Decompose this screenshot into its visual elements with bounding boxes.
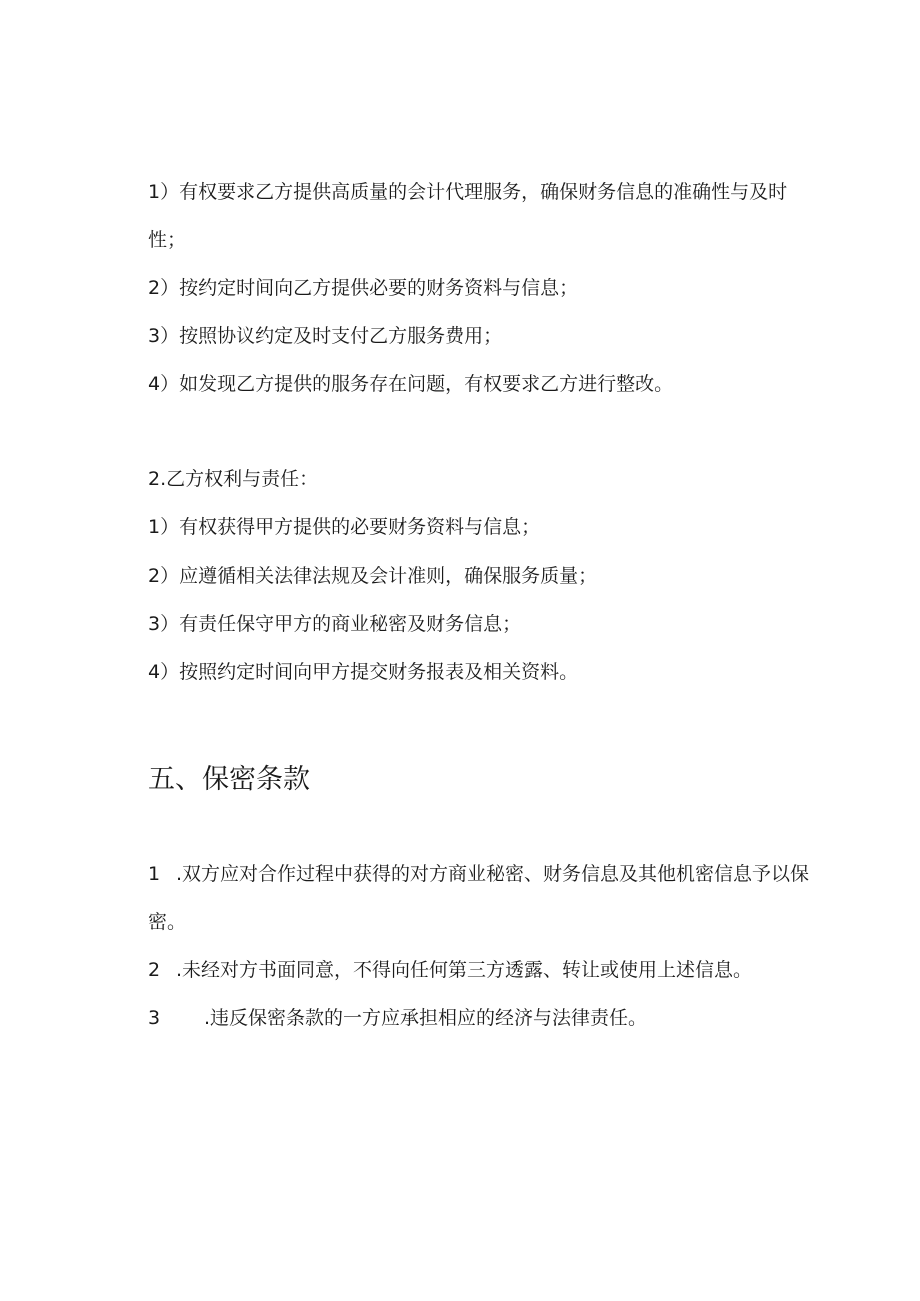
- item-number: 4）: [148, 373, 180, 395]
- party-a-item-3: [148, 312, 820, 360]
- item-text: 有责任保守甲方的商业秘密及财务信息；: [179, 613, 522, 635]
- item-text: 如发现乙方提供的服务存在问题，有权要求乙方进行整改。: [179, 373, 674, 395]
- item-number: 1: [148, 863, 161, 885]
- item-number: 4）: [148, 661, 180, 683]
- item-number: 3: [148, 1007, 161, 1029]
- item-number: 1）: [148, 516, 180, 538]
- item-number: 2）: [148, 277, 180, 299]
- item-text: 按照协议约定及时支付乙方服务费用；: [179, 325, 503, 347]
- confidentiality-item-2: [148, 946, 838, 994]
- item-text: 应遵循相关法律法规及会计准则，确保服务质量；: [179, 565, 598, 587]
- item-text: 有权要求乙方提供高质量的会计代理服务，确保财务信息的准确性与及时性；: [148, 181, 788, 251]
- party-a-item-2: [148, 264, 820, 312]
- item-number: 3）: [148, 325, 180, 347]
- item-text: .双方应对合作过程中获得的对方商业秘密、财务信息及其他机密信息予以保密。: [148, 863, 810, 933]
- party-a-item-4: [148, 360, 820, 408]
- item-text: 按约定时间向乙方提供必要的财务资料与信息；: [179, 277, 579, 299]
- item-number: 3）: [148, 613, 180, 635]
- party-b-item-3: [148, 600, 820, 648]
- party-b-item-1: [148, 503, 820, 551]
- party-b-item-4: [148, 648, 820, 696]
- confidentiality-item-3: [148, 994, 820, 1042]
- section-heading: 五、保密条款: [148, 764, 310, 795]
- item-text: 按照约定时间向甲方提交财务报表及相关资料。: [179, 661, 579, 683]
- confidentiality-item-1: [148, 850, 824, 946]
- party-b-title: 2.乙方权利与责任：: [148, 468, 319, 490]
- party-a-item-1: [148, 168, 820, 264]
- item-number: 2: [148, 959, 161, 981]
- item-text: .未经对方书面同意，不得向任何第三方透露、转让或使用上述信息。: [176, 959, 753, 981]
- item-number: 1）: [148, 181, 180, 203]
- party-b-item-2: [148, 552, 820, 600]
- item-number: 2）: [148, 565, 180, 587]
- item-text: 有权获得甲方提供的必要财务资料与信息；: [179, 516, 541, 538]
- item-text: .违反保密条款的一方应承担相应的经济与法律责任。: [204, 1007, 648, 1029]
